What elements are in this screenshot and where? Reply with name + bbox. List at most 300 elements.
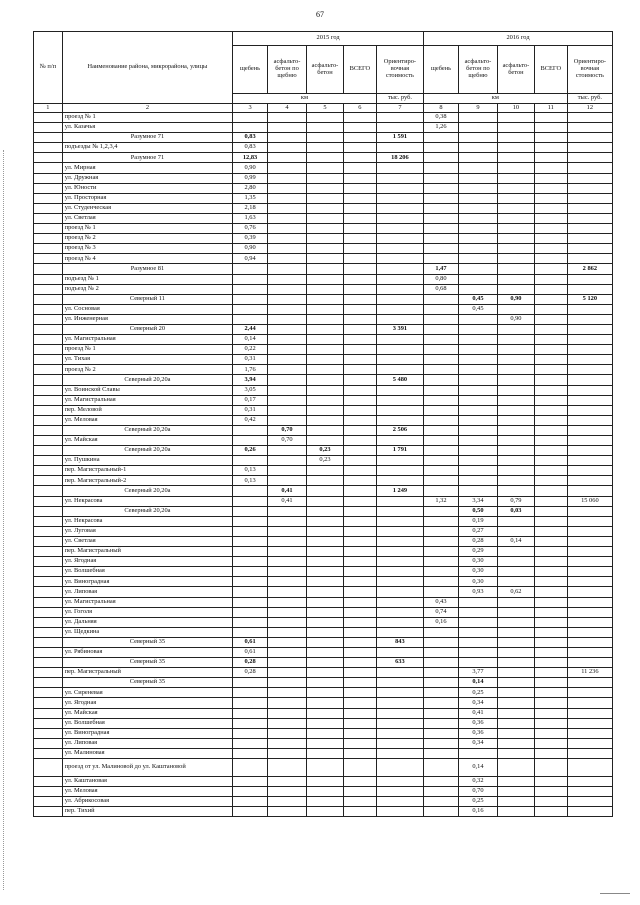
row-number-cell (34, 658, 63, 668)
value-cell (343, 133, 376, 143)
value-cell: 3,94 (233, 375, 268, 385)
street-name: ул. Сосновая (62, 304, 232, 314)
value-cell (567, 375, 612, 385)
value-cell (567, 183, 612, 193)
row-number-cell (34, 173, 63, 183)
value-cell (534, 587, 567, 597)
value-cell (376, 476, 423, 486)
value-cell: 0,28 (233, 668, 268, 678)
value-cell (497, 284, 534, 294)
value-cell (376, 516, 423, 526)
value-cell (497, 557, 534, 567)
value-cell (268, 506, 307, 516)
value-cell (376, 123, 423, 133)
street-name: ул. Магистральная (62, 335, 232, 345)
value-cell (458, 597, 497, 607)
section-name: Северный 20,20а (62, 375, 232, 385)
street-name: ул. Виноградная (62, 577, 232, 587)
value-cell (534, 807, 567, 817)
value-cell (424, 466, 459, 476)
value-cell (343, 314, 376, 324)
value-cell (307, 335, 344, 345)
value-cell (534, 314, 567, 324)
street-name: ул. Сиреневая (62, 688, 232, 698)
value-cell: 1 591 (376, 133, 423, 143)
value-cell (268, 738, 307, 748)
value-cell (567, 385, 612, 395)
street-name: пер. Меловой (62, 405, 232, 415)
value-cell (343, 607, 376, 617)
table-row (34, 436, 613, 446)
value-cell (458, 456, 497, 466)
value-cell (307, 658, 344, 668)
value-cell (307, 143, 344, 153)
value-cell (307, 526, 344, 536)
row-number-cell (34, 244, 63, 254)
value-cell (376, 304, 423, 314)
value-cell (343, 163, 376, 173)
street-name: ул. Дружная (62, 173, 232, 183)
value-cell (268, 587, 307, 597)
value-cell (497, 476, 534, 486)
value-cell (343, 153, 376, 163)
value-cell (343, 658, 376, 668)
value-cell (307, 597, 344, 607)
value-cell: 0,45 (458, 294, 497, 304)
value-cell (233, 607, 268, 617)
value-cell (307, 213, 344, 223)
row-number-cell (34, 797, 63, 807)
value-cell (233, 264, 268, 274)
value-cell (307, 496, 344, 506)
value-cell (567, 607, 612, 617)
row-number-cell (34, 607, 63, 617)
street-name: ул. Майская (62, 436, 232, 446)
value-cell (376, 668, 423, 678)
value-cell (376, 777, 423, 787)
value-cell: 0,34 (458, 738, 497, 748)
value-cell (233, 425, 268, 435)
row-number-cell (34, 193, 63, 203)
row-number-cell (34, 304, 63, 314)
value-cell (424, 395, 459, 405)
table-row (34, 385, 613, 395)
value-cell (567, 153, 612, 163)
value-cell (376, 173, 423, 183)
value-cell: 3 391 (376, 324, 423, 334)
value-cell (307, 234, 344, 244)
value-cell (534, 224, 567, 234)
value-cell (343, 787, 376, 797)
table-row (34, 536, 613, 546)
row-number-cell (34, 728, 63, 738)
value-cell: 0,28 (458, 536, 497, 546)
value-cell (307, 777, 344, 787)
value-cell (567, 728, 612, 738)
value-cell: 0,99 (233, 173, 268, 183)
value-cell (376, 203, 423, 213)
table-row (34, 759, 613, 777)
row-number-cell (34, 345, 63, 355)
value-cell (424, 547, 459, 557)
value-cell (424, 153, 459, 163)
value-cell (567, 526, 612, 536)
value-cell (268, 123, 307, 133)
street-name: ул. Виноградная (62, 728, 232, 738)
value-cell (534, 678, 567, 688)
value-cell: 2,80 (233, 183, 268, 193)
value-cell (567, 254, 612, 264)
value-cell (424, 728, 459, 738)
value-cell (424, 355, 459, 365)
col-number: 3 (233, 104, 268, 113)
table-row (34, 254, 613, 264)
value-cell (343, 567, 376, 577)
table-row (34, 547, 613, 557)
value-cell (424, 365, 459, 375)
row-number-cell (34, 536, 63, 546)
value-cell (233, 587, 268, 597)
value-cell (534, 718, 567, 728)
value-cell (343, 294, 376, 304)
value-cell: 0,23 (307, 456, 344, 466)
sub-2016-1: асфальто-бетон по щебню (458, 46, 497, 94)
value-cell (376, 224, 423, 234)
value-cell: 0,26 (233, 446, 268, 456)
value-cell: 0,90 (497, 294, 534, 304)
street-name: ул. Магистральная (62, 395, 232, 405)
value-cell (268, 234, 307, 244)
row-number-cell (34, 577, 63, 587)
value-cell (233, 688, 268, 698)
value-cell (376, 284, 423, 294)
value-cell (424, 658, 459, 668)
value-cell (343, 113, 376, 123)
table-row (34, 274, 613, 284)
value-cell (534, 738, 567, 748)
row-number-cell (34, 153, 63, 163)
value-cell: 633 (376, 658, 423, 668)
section-name: Северный 20,20а (62, 425, 232, 435)
value-cell (307, 304, 344, 314)
value-cell (376, 163, 423, 173)
value-cell (424, 224, 459, 234)
value-cell (458, 153, 497, 163)
value-cell (343, 143, 376, 153)
value-cell (567, 777, 612, 787)
table-row (34, 355, 613, 365)
row-number-cell (34, 254, 63, 264)
value-cell (307, 797, 344, 807)
value-cell (376, 456, 423, 466)
value-cell (497, 738, 534, 748)
value-cell: 0,45 (458, 304, 497, 314)
street-name: проезд № 1 (62, 113, 232, 123)
value-cell (458, 284, 497, 294)
value-cell (567, 567, 612, 577)
value-cell (376, 113, 423, 123)
row-number-cell (34, 526, 63, 536)
value-cell (534, 597, 567, 607)
value-cell (497, 425, 534, 435)
value-cell (343, 355, 376, 365)
value-cell (534, 365, 567, 375)
row-number-cell (34, 466, 63, 476)
value-cell (534, 153, 567, 163)
value-cell (567, 536, 612, 546)
value-cell (376, 557, 423, 567)
value-cell (343, 123, 376, 133)
value-cell (534, 123, 567, 133)
row-number-cell (34, 355, 63, 365)
value-cell (567, 173, 612, 183)
value-cell (343, 365, 376, 375)
row-number-cell (34, 385, 63, 395)
value-cell (343, 748, 376, 758)
value-cell (567, 324, 612, 334)
section-name: Разумное 71 (62, 133, 232, 143)
value-cell (567, 748, 612, 758)
table-row (34, 335, 613, 345)
road-works-table (33, 31, 613, 817)
value-cell (268, 678, 307, 688)
value-cell (534, 637, 567, 647)
value-cell (343, 486, 376, 496)
row-number-cell (34, 143, 63, 153)
street-name: пер. Магистральный (62, 668, 232, 678)
value-cell (497, 708, 534, 718)
value-cell (424, 456, 459, 466)
value-cell (534, 425, 567, 435)
value-cell: 0,42 (233, 415, 268, 425)
value-cell (307, 536, 344, 546)
value-cell (343, 557, 376, 567)
value-cell (307, 193, 344, 203)
value-cell (567, 597, 612, 607)
street-name: ул. Луговая (62, 526, 232, 536)
value-cell (424, 335, 459, 345)
value-cell (567, 405, 612, 415)
value-cell (534, 173, 567, 183)
value-cell (233, 759, 268, 777)
value-cell: 0,17 (233, 395, 268, 405)
value-cell (233, 738, 268, 748)
value-cell (458, 234, 497, 244)
value-cell (567, 547, 612, 557)
table-row (34, 728, 613, 738)
value-cell (424, 647, 459, 657)
value-cell (567, 213, 612, 223)
value-cell (424, 244, 459, 254)
value-cell (458, 264, 497, 274)
value-cell (343, 547, 376, 557)
value-cell: 0,13 (233, 466, 268, 476)
table-row (34, 365, 613, 375)
value-cell (497, 446, 534, 456)
value-cell (233, 516, 268, 526)
row-number-cell (34, 597, 63, 607)
value-cell (458, 607, 497, 617)
row-number-cell (34, 425, 63, 435)
value-cell (376, 647, 423, 657)
value-cell: 0,68 (424, 284, 459, 294)
value-cell (458, 748, 497, 758)
row-number-cell (34, 203, 63, 213)
value-cell (343, 617, 376, 627)
value-cell (534, 264, 567, 274)
value-cell (567, 718, 612, 728)
value-cell (567, 244, 612, 254)
value-cell (307, 787, 344, 797)
value-cell (233, 486, 268, 496)
value-cell (343, 304, 376, 314)
value-cell: 0,90 (233, 163, 268, 173)
value-cell (567, 143, 612, 153)
value-cell (376, 627, 423, 637)
street-name: ул. Студенческая (62, 203, 232, 213)
value-cell (534, 436, 567, 446)
value-cell (268, 375, 307, 385)
value-cell (424, 577, 459, 587)
value-cell (567, 738, 612, 748)
section-row (34, 637, 613, 647)
value-cell (343, 627, 376, 637)
value-cell (307, 163, 344, 173)
value-cell: 0,43 (424, 597, 459, 607)
value-cell (307, 395, 344, 405)
unit-km-2016: км (424, 94, 568, 104)
value-cell: 15 060 (567, 496, 612, 506)
value-cell (376, 748, 423, 758)
value-cell (376, 395, 423, 405)
row-number-cell (34, 698, 63, 708)
value-cell (534, 486, 567, 496)
column-numbers-row (34, 104, 613, 113)
value-cell (343, 506, 376, 516)
section-row (34, 133, 613, 143)
value-cell (376, 728, 423, 738)
value-cell (307, 425, 344, 435)
row-number-cell (34, 133, 63, 143)
value-cell (458, 425, 497, 435)
value-cell (567, 797, 612, 807)
value-cell (343, 777, 376, 787)
value-cell: 0,83 (233, 143, 268, 153)
sub-2016-4: Ориентиро-вочная стоимость (567, 46, 612, 94)
street-name: ул. Липовая (62, 738, 232, 748)
value-cell (567, 274, 612, 284)
street-name: ул. Волшебная (62, 567, 232, 577)
value-cell (567, 335, 612, 345)
value-cell (497, 668, 534, 678)
value-cell (567, 365, 612, 375)
value-cell (567, 688, 612, 698)
value-cell (534, 627, 567, 637)
value-cell (458, 385, 497, 395)
value-cell (424, 637, 459, 647)
value-cell (458, 133, 497, 143)
value-cell (268, 405, 307, 415)
unit-rub-2016: тыс. руб. (567, 94, 612, 104)
value-cell (497, 365, 534, 375)
row-number-cell (34, 476, 63, 486)
value-cell (497, 213, 534, 223)
value-cell (567, 284, 612, 294)
value-cell (458, 365, 497, 375)
value-cell (424, 193, 459, 203)
street-name: подъезд № 1 (62, 274, 232, 284)
value-cell (268, 304, 307, 314)
value-cell (307, 728, 344, 738)
row-number-cell (34, 748, 63, 758)
value-cell (424, 324, 459, 334)
street-name: ул. Некрасова (62, 496, 232, 506)
value-cell (307, 718, 344, 728)
value-cell (233, 617, 268, 627)
value-cell: 3,05 (233, 385, 268, 395)
value-cell (424, 425, 459, 435)
value-cell (307, 668, 344, 678)
value-cell (233, 797, 268, 807)
sub-2015-4: Ориентиро-вочная стоимость (376, 46, 423, 94)
value-cell (307, 123, 344, 133)
table-row (34, 496, 613, 506)
value-cell (567, 446, 612, 456)
value-cell (458, 193, 497, 203)
value-cell (268, 264, 307, 274)
value-cell (268, 183, 307, 193)
value-cell (567, 486, 612, 496)
street-name: ул. Липовая (62, 587, 232, 597)
value-cell: 3,34 (458, 496, 497, 506)
row-number-cell (34, 234, 63, 244)
value-cell (307, 698, 344, 708)
value-cell (343, 708, 376, 718)
value-cell (343, 496, 376, 506)
value-cell (497, 436, 534, 446)
value-cell: 0,70 (458, 787, 497, 797)
value-cell (307, 314, 344, 324)
street-name: проезд № 2 (62, 365, 232, 375)
value-cell (268, 759, 307, 777)
value-cell (268, 284, 307, 294)
section-name: Северный 35 (62, 658, 232, 668)
value-cell (343, 456, 376, 466)
value-cell: 0,36 (458, 728, 497, 738)
value-cell (534, 456, 567, 466)
value-cell (307, 274, 344, 284)
section-row (34, 446, 613, 456)
value-cell (497, 133, 534, 143)
value-cell (233, 807, 268, 817)
value-cell: 0,30 (458, 577, 497, 587)
value-cell (376, 718, 423, 728)
value-cell (458, 324, 497, 334)
value-cell (534, 133, 567, 143)
value-cell (307, 738, 344, 748)
value-cell (497, 567, 534, 577)
value-cell (458, 446, 497, 456)
value-cell: 0,14 (233, 335, 268, 345)
value-cell: 0,34 (458, 698, 497, 708)
col-number: 11 (534, 104, 567, 113)
value-cell (534, 183, 567, 193)
section-row (34, 324, 613, 334)
value-cell (233, 284, 268, 294)
value-cell (268, 294, 307, 304)
value-cell (343, 436, 376, 446)
value-cell (534, 617, 567, 627)
